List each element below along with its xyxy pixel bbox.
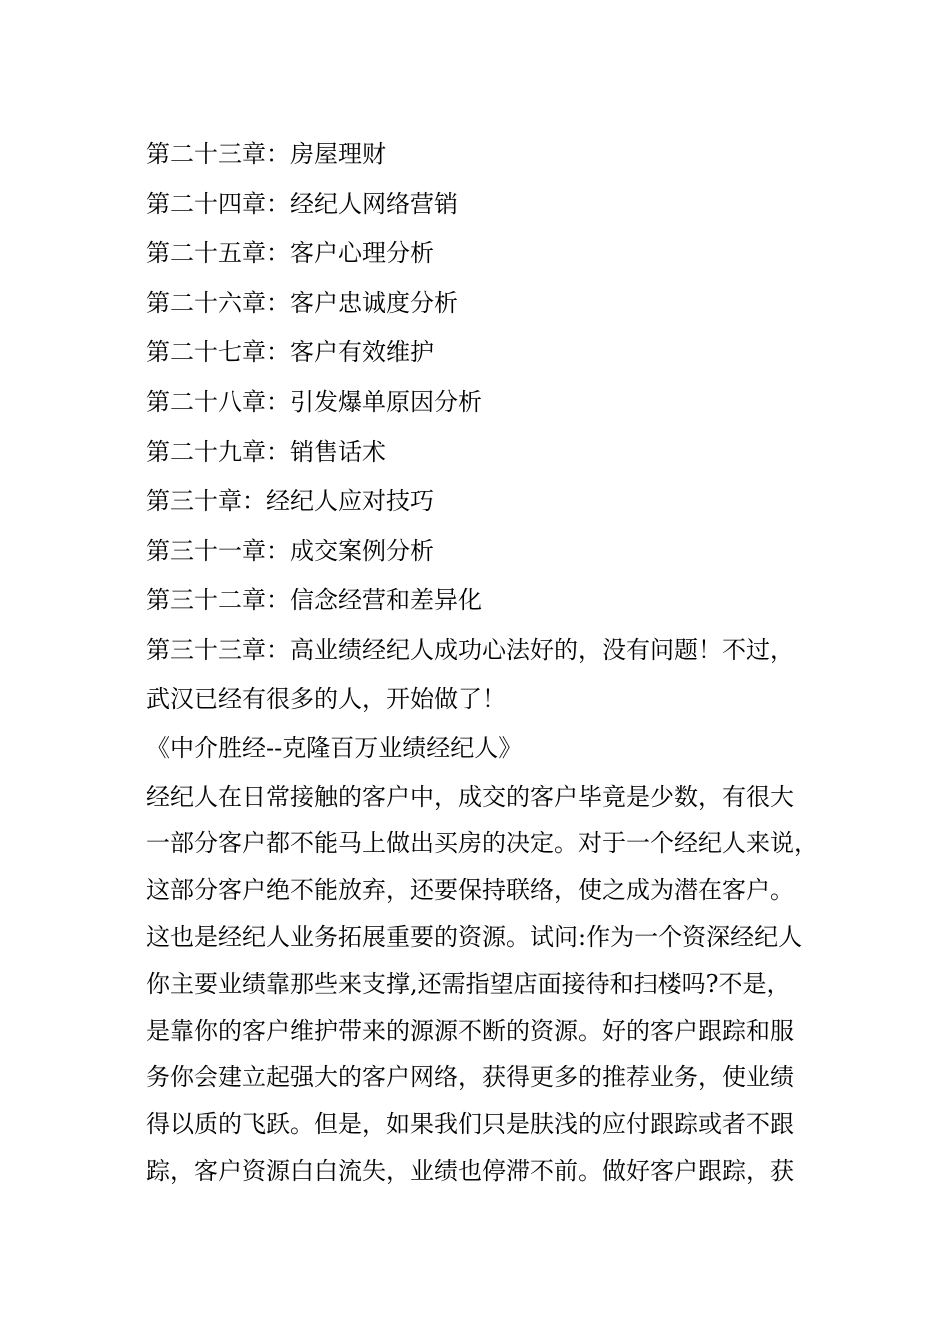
toc-item-31: 第三十一章：成交案例分析 [146, 536, 434, 565]
toc-item-30: 第三十章：经纪人应对技巧 [146, 487, 434, 516]
toc-item-32: 第三十二章：信念经营和差异化 [146, 586, 482, 615]
toc-item-27: 第二十七章：客户有效维护 [146, 338, 434, 367]
paragraph-line: 得以质的飞跃。但是，如果我们只是肤浅的应付跟踪或者不跟 [146, 1110, 794, 1139]
paragraph-line: 踪，客户资源白白流失，业绩也停滞不前。做好客户跟踪，获 [146, 1156, 794, 1185]
paragraph-line: 这也是经纪人业务拓展重要的资源。试问:作为一个资深经纪人 [146, 922, 803, 951]
toc-item-23: 第二十三章：房屋理财 [146, 140, 386, 168]
paragraph-line: 务你会建立起强大的客户网络，获得更多的推荐业务，使业绩 [146, 1063, 794, 1092]
document-body [146, 130, 826, 1195]
toc-continuation: 武汉已经有很多的人，开始做了！ [146, 684, 506, 713]
toc-item-29: 第二十九章：销售话术 [146, 437, 386, 466]
toc-item-24: 第二十四章：经纪人网络营销 [146, 189, 458, 218]
toc-item-28: 第二十八章：引发爆单原因分析 [146, 387, 482, 416]
toc-item-25: 第二十五章：客户心理分析 [146, 239, 434, 268]
paragraph-line: 经纪人在日常接触的客户中，成交的客户毕竟是少数，有很大 [146, 782, 794, 811]
paragraph-line: 一部分客户都不能马上做出买房的决定。对于一个经纪人来说， [146, 829, 818, 858]
toc-item-26: 第二十六章：客户忠诚度分析 [146, 288, 458, 317]
paragraph-line: 这部分客户绝不能放弃，还要保持联络，使之成为潜在客户。 [146, 876, 794, 905]
paragraph-line: 你主要业绩靠那些来支撑,还需指望店面接待和扫楼吗?不是， [146, 969, 791, 998]
book-title: 《中介胜经--克隆百万业绩经纪人》 [146, 733, 523, 762]
body-paragraph [146, 774, 826, 1195]
table-of-contents [146, 130, 826, 722]
toc-item-33: 第三十三章：高业绩经纪人成功心法好的，没有问题！不过， [146, 635, 794, 664]
paragraph-line: 是靠你的客户维护带来的源源不断的资源。好的客户跟踪和服 [146, 1016, 794, 1045]
